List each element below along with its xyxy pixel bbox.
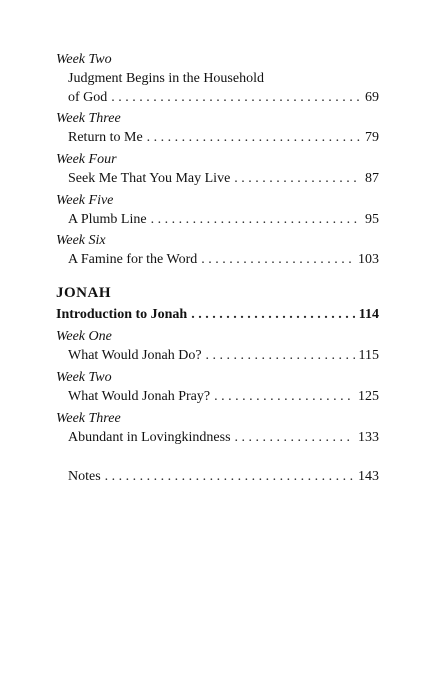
leader-dots: [147, 128, 361, 147]
page-number: 95: [365, 212, 379, 227]
toc-entry-jonah-week-two: [56, 368, 379, 406]
week-label: Week Five: [56, 193, 114, 208]
toc-line[interactable]: [68, 88, 379, 107]
toc-line[interactable]: [68, 250, 379, 269]
page-number: 125: [358, 389, 379, 404]
page-number: 69: [365, 90, 379, 105]
entry-title: What Would Jonah Do?: [68, 348, 202, 363]
toc-entry-notes: [56, 467, 379, 486]
toc-entry-jonah-week-one: [56, 327, 379, 365]
leader-dots: [111, 88, 361, 107]
page-number: 115: [358, 348, 379, 363]
entry-title: Notes: [68, 469, 101, 484]
leader-dots: [206, 346, 355, 365]
page-number: 103: [358, 252, 379, 267]
toc-entry-week-four: [56, 150, 379, 188]
toc-entry-week-three: [56, 109, 379, 147]
week-label: Week Two: [56, 370, 112, 385]
entry-title: Introduction to Jonah: [56, 307, 188, 322]
week-label: Week Two: [56, 52, 112, 67]
entry-title: Seek Me That You May Live: [68, 171, 231, 186]
entry-title: Return to Me: [68, 130, 143, 145]
toc-entry-introduction: [56, 305, 379, 324]
leader-dots: [191, 305, 355, 324]
week-label: Week Six: [56, 233, 106, 248]
leader-dots: [201, 250, 354, 269]
entry-title: A Plumb Line: [68, 212, 147, 227]
leader-dots: [151, 210, 361, 229]
toc-entry-week-two: [56, 50, 379, 107]
toc-entry-week-six: [56, 231, 379, 269]
toc-line[interactable]: [68, 128, 379, 147]
page-number: 114: [358, 307, 379, 322]
week-label: Week Three: [56, 111, 121, 126]
entry-title-line1: Judgment Begins in the Household: [68, 71, 264, 86]
toc-line[interactable]: [56, 305, 379, 324]
toc-line[interactable]: [68, 387, 379, 406]
week-label: Week Three: [56, 411, 121, 426]
page-number: 79: [365, 130, 379, 145]
leader-dots: [214, 387, 354, 406]
leader-dots: [235, 428, 354, 447]
week-label: Week Four: [56, 152, 117, 167]
toc-line[interactable]: [68, 467, 379, 486]
entry-title: A Famine for the Word: [68, 252, 198, 267]
page-number: 133: [358, 430, 379, 445]
leader-dots: [234, 169, 361, 188]
entry-title: What Would Jonah Pray?: [68, 389, 211, 404]
toc-line[interactable]: [68, 346, 379, 365]
week-label: Week One: [56, 329, 112, 344]
section-heading-jonah: JONAH: [56, 285, 111, 301]
toc-line[interactable]: [68, 210, 379, 229]
page-number: 87: [365, 171, 379, 186]
leader-dots: [105, 467, 354, 486]
toc-line[interactable]: [68, 169, 379, 188]
toc-line[interactable]: [68, 428, 379, 447]
entry-title-line2: of God: [68, 90, 108, 105]
toc-entry-week-five: [56, 191, 379, 229]
entry-title: Abundant in Lovingkindness: [68, 430, 231, 445]
toc-entry-jonah-week-three: [56, 409, 379, 447]
page-number: 143: [358, 469, 379, 484]
